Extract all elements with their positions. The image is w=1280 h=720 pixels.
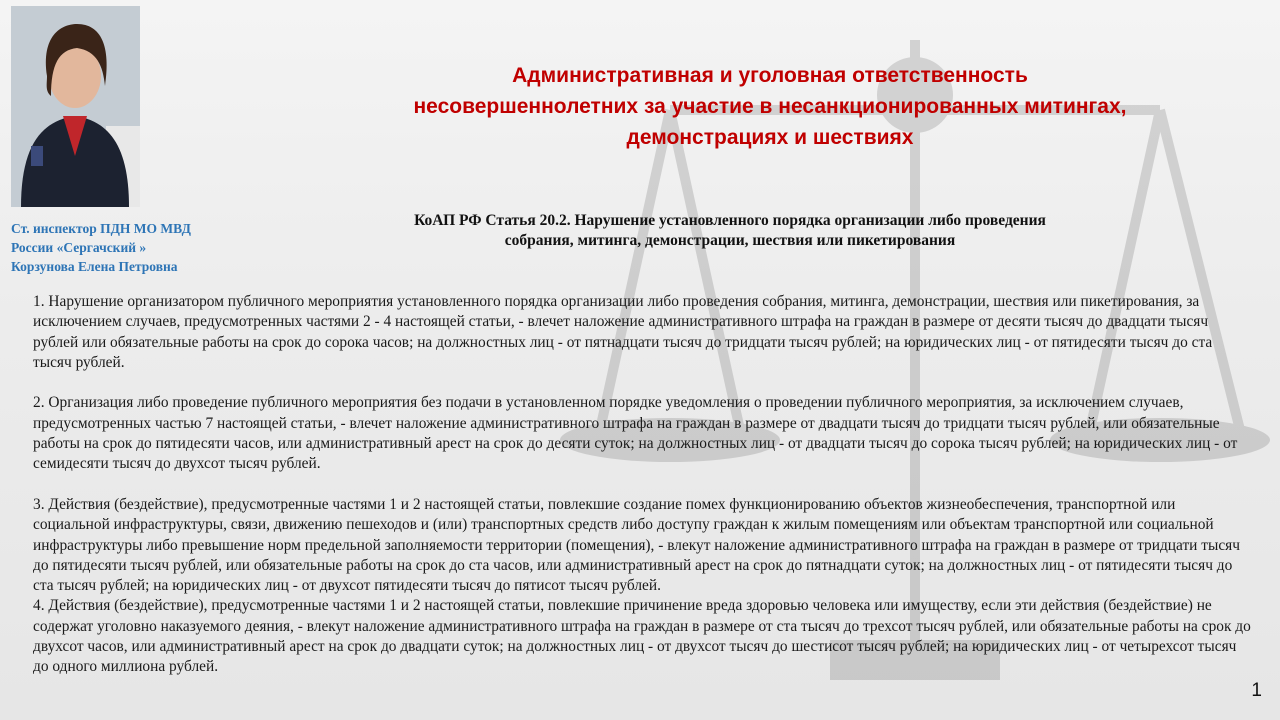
author-name: Корзунова Елена Петровна — [11, 259, 178, 274]
article-part-1: 1. Нарушение организатором публичного мероприятия установленного порядка организации либо проведения собрания, митинга, демонстрации, шествия или пикетирования, за исключением случаев, предусмотренных частями 2 - 4 настоящей статьи, - влечет наложение административного штрафа на граждан в размере от десяти тысяч до двадцати тысяч рублей или обязательные работы на срок до сорока часов; на должностных лиц - от пятнадцати тысяч до тридцати тысяч рублей; на юридических лиц - от пятидесяти тысяч до ста тысяч рублей. — [33, 293, 1213, 371]
author-department: России «Сергачский » — [11, 240, 147, 255]
article-heading-line-1: КоАП РФ Статья 20.2. Нарушение установленного порядка организации либо проведения — [414, 212, 1046, 229]
page-number: 1 — [1251, 680, 1262, 701]
author-photo — [11, 6, 140, 207]
article-body — [33, 292, 1253, 678]
slide-title-line-2: несовершеннолетних за участие в несанкционированных митингах, — [413, 95, 1127, 118]
article-part-3: 3. Действия (бездействие), предусмотренные частями 1 и 2 настоящей статьи, повлекшие создание помех функционированию объектов жизнеобеспечения, транспортной или социальной инфраструктуры, связи, движению пешеходов и (или) транспортных средств либо доступу граждан к жилым помещениям или объектам транспортной или социальной инфраструктуры либо превышение норм предельной заполняемости территории (помещения), - влекут наложение административного штрафа на граждан в размере от тридцати тысяч до пятидесяти тысяч рублей, или обязательные работы на срок до ста часов, или административный арест на срок до пятнадцати суток; на должностных лиц - от пятидесяти тысяч до ста тысяч рублей; на юридических лиц - от двухсот пятидесяти тысяч до пятисот тысяч рублей. — [33, 495, 1240, 595]
author-position: Ст. инспектор ПДН МО МВД — [11, 221, 191, 236]
author-caption — [11, 219, 241, 276]
slide-title — [360, 60, 1180, 153]
slide-title-line-3: демонстрациях и шествиях — [626, 126, 914, 149]
article-part-4: 4. Действия (бездействие), предусмотренные частями 1 и 2 настоящей статьи, повлекшие причинение вреда здоровью человека или имуществу, если эти действия (бездействие) не содержат уголовно наказуемого деяния, - влекут наложение административного штрафа на граждан в размере от ста тысяч до трехсот тысяч рублей, или обязательные работы на срок до двухсот часов, или административный арест на срок до двадцати суток; на должностных лиц - от двухсот тысяч до шестисот тысяч рублей; на юридических лиц - от четырехсот тысяч до одного миллиона рублей. — [33, 597, 1251, 676]
slide-title-line-1: Административная и уголовная ответственность — [512, 64, 1028, 87]
article-part-2: 2. Организация либо проведение публичного мероприятия без подачи в установленном порядке уведомления о проведении публичного мероприятия, за исключением случаев, предусмотренных частью 7 настоящей статьи, - влечет наложение административного штрафа на граждан в размере от двадцати тысяч до тридцати тысяч рублей, или обязательные работы на срок до пятидесяти часов, или административный арест на срок до десяти суток; на должностных лиц - от двадцати тысяч до сорока тысяч рублей; на юридических лиц - от семидесяти тысяч до двухсот тысяч рублей. — [33, 394, 1238, 473]
person-portrait-icon — [11, 6, 140, 207]
article-heading-line-2: собрания, митинга, демонстрации, шествия или пикетирования — [504, 232, 956, 249]
article-heading — [300, 211, 1160, 251]
